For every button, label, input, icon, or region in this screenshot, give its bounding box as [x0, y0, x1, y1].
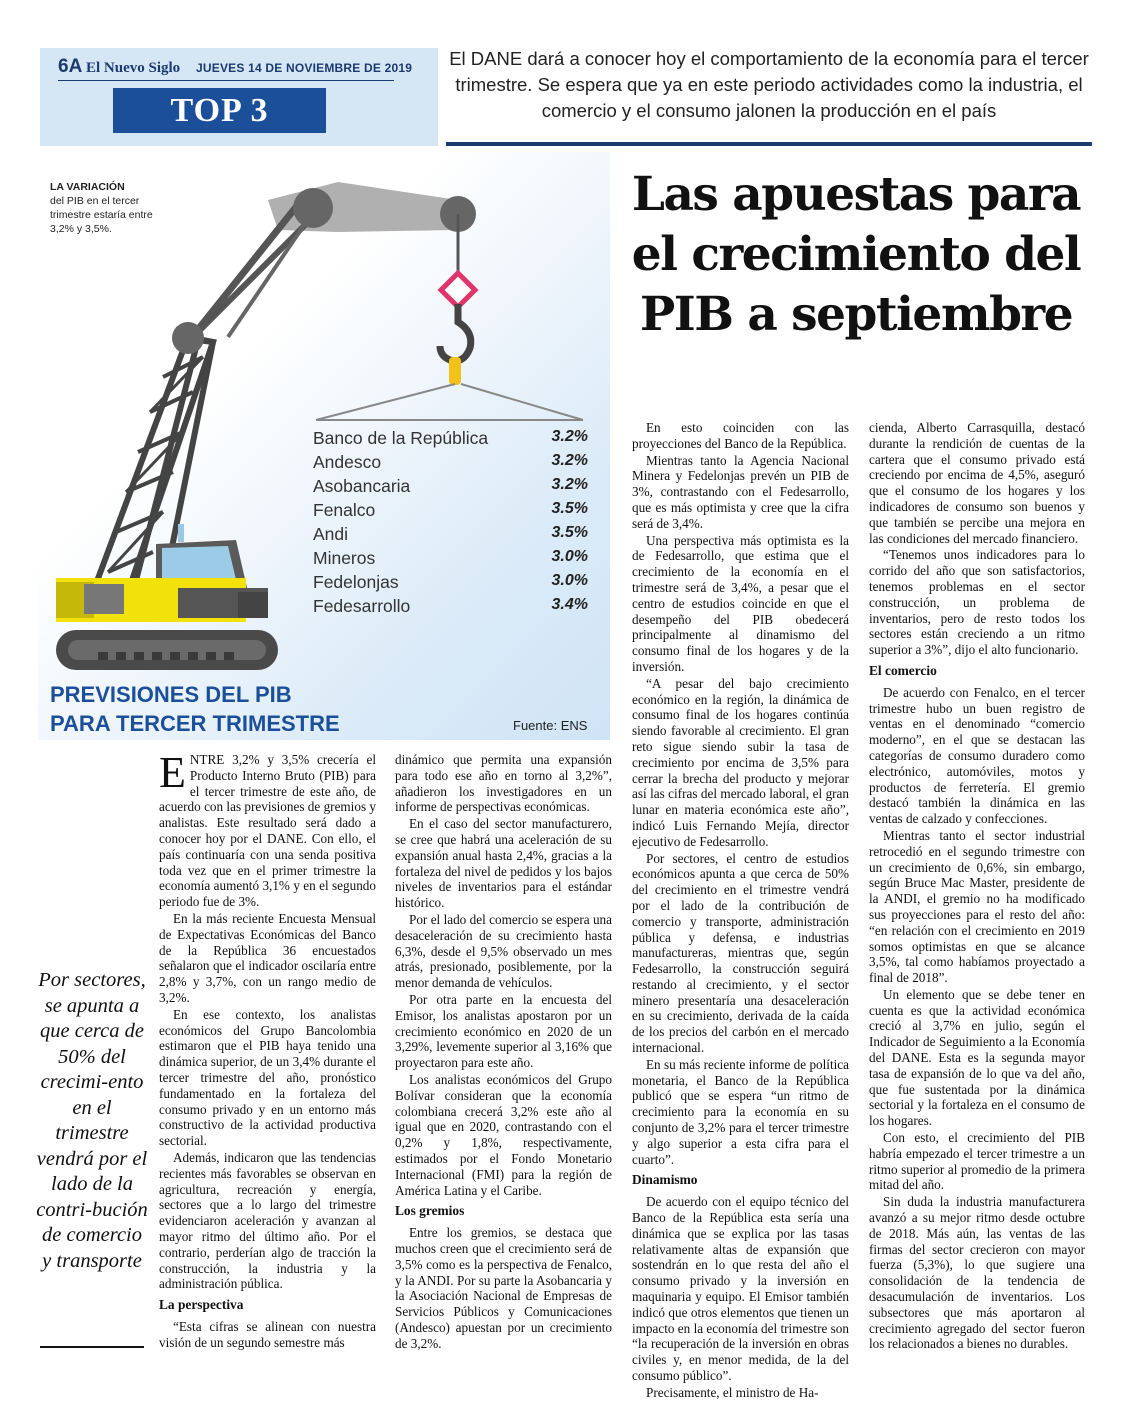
forecast-row — [313, 524, 588, 548]
paragraph — [159, 748, 376, 910]
forecast-value: 3.2% — [551, 476, 588, 493]
paragraph: Sin duda la industria manufacturera avanzó a su mejor ritmo desde octubre de 2018. Más aún, las ventas de las firmas del sector crecieron con mayor fuerza (5,3%), lo que sugiere una consolidación de la tendencia de desacumulación de inventarios. Los subsectores que más aportaron al crecimiento agregado del sector fueron los relacionados a bienes no durables. — [869, 1194, 1085, 1352]
forecast-row — [313, 500, 588, 524]
article-column-4 — [869, 420, 1085, 1353]
forecast-entity: Mineros — [313, 548, 376, 568]
paragraph: En ese contexto, los analistas económicos del Grupo Bancolombia estimaron que el PIB haya tenido una dinámica superior, de un 3,4% durante el tercer trimestre del año, pronóstico fundamentado en la fortaleza del consumo privado y en un entorno más constructivo de la actividad productiva sectorial. — [159, 1006, 376, 1149]
forecast-value: 3.2% — [551, 428, 588, 445]
article-column-1 — [159, 748, 376, 1351]
paragraph: Mientras tanto la Agencia Nacional Minera y Fedelonjas prevén un PIB de 3%, contrastando con el Fedesarrollo, que es más optimista y cree que la cifra será de 3,4%. — [632, 452, 849, 531]
forecast-entity: Andi — [313, 524, 349, 544]
forecast-row — [313, 548, 588, 572]
forecast-entity: Asobancaria — [313, 476, 411, 496]
subheading: La perspectiva — [159, 1297, 244, 1313]
subheading: Dinamismo — [632, 1172, 698, 1188]
paragraph: De acuerdo con Fenalco, en el tercer trimestre hubo un buen registro de ventas en el denominado “comercio moderno”, en el que se destacan las categorías de consumo duradero como electrónico, automóviles, motos y productos de ferretería. El gremio destacó también la dinámica en las ventas de calzado y confecciones. — [869, 684, 1085, 827]
header-rule — [58, 80, 394, 81]
forecast-value: 3.0% — [551, 572, 588, 589]
paragraph: Por otra parte en la encuesta del Emisor, los analistas apostaron por un crecimiento económico en 2020 de un 3,29%, levemente superior al 3,16% que proyectaron para este año. — [395, 991, 612, 1071]
pull-quote-rule — [40, 1346, 144, 1348]
paragraph: dinámico que permita una expansión para todo ese año en torno al 3,2%”, añadieron los investigadores en un informe de perspectivas económicas. — [395, 752, 612, 815]
forecast-entity: Fedelonjas — [313, 572, 399, 592]
paragraph: Una perspectiva más optimista es la de Fedesarrollo, que estima que el crecimiento de la economía en el trimestre será de 3,4%, a pesar que el centro de estudios coincide en que el desempeño del PIB obedecerá principalmente al dinamismo del consumo final de los hogares y de la inversión. — [632, 532, 849, 674]
paragraph: En la más reciente Encuesta Mensual de Expectativas Económicas del Banco de la República 36 encuestados señalaron que el indicador oscilaría entre 2,8% y 3,7%, con un rango medio de 3,2%. — [159, 910, 376, 1005]
subheading: Los gremios — [395, 1203, 465, 1219]
forecast-row — [313, 596, 588, 620]
paragraph: cienda, Alberto Carrasquilla, destacó durante la rendición de cuentas de la cartera que el consumo privado está creciendo por encima de 4,5%, aseguró que el consumo de los hogares y los indicadores de consumo son buenos y que también se percibe una mejora en las condiciones del mercado financiero. — [869, 420, 1085, 546]
newspaper-name: El Nuevo Siglo — [86, 60, 181, 76]
paragraph: “A pesar del bajo crecimiento económico en la región, la dinámica de consumo final de los hogares continúa siendo favorable al crecimiento. El gran reto sigue siendo subir la tasa de crecimiento por encima de 3,5% para cerrar la brecha del producto y mejorar así las cifras del mercado laboral, el gran lunar en materia económica este año”, indicó Luis Fernando Mejía, director ejecutivo de Fedesarrollo. — [632, 675, 849, 849]
pull-quote: Por sectores, se apunta a que cerca de 50% del crecimi-ento en el trimestre vendrá por el lado de la contri-bución de comercio y transporte — [36, 969, 148, 1272]
forecast-entity: Banco de la República — [313, 428, 489, 448]
forecast-row — [313, 572, 588, 596]
paragraph: Un elemento que se debe tener en cuenta es que la actividad económica creció al 3,7% en julio, según el Indicador de Seguimiento a la Economía del DANE. Esta es la segunda mayor tasa de expansión de lo que va del año, que fue sustentada por la dinámica sectorial y la fortaleza en el consumo de los hogares. — [869, 986, 1085, 1129]
section-label: TOP 3 — [113, 88, 326, 133]
paragraph: “Esta cifras se alinean con nuestra visión de un segundo semestre más — [159, 1318, 376, 1350]
variation-label-bold: LA VARIACIÓN — [50, 181, 125, 193]
forecast-entity: Fenalco — [313, 500, 376, 520]
article-column-3 — [632, 420, 849, 1402]
paragraph: Además, indicaron que las tendencias recientes más favorables se observan en agricultura, recreación y energía, sectores que a lo largo del trimestre evidenciaron aceleración y avanzan al mayor ritmo del último año. Por el contrario, perderían algo de tracción la construcción, la industria y la administración pública. — [159, 1149, 376, 1292]
forecast-row — [313, 476, 588, 500]
paragraph: Mientras tanto el sector industrial retrocedió en el segundo trimestre con un crecimiento de 0,6%, sin embargo, según Bruce Mac Master, presidente de la ANDI, el gremio no ha modificado sus proyecciones para el resto del año: “en relación con el crecimiento en 2019 somos optimistas en que se alcance 3,5%, tal como habíamos proyectado a final de 2018”. — [869, 827, 1085, 986]
paragraph: En el caso del sector manufacturero, se cree que habrá una aceleración de su expansión anual hasta 2,4%, gracias a la fortaleza del nivel de pedidos y los bajos niveles de inventarios para el estándar histórico. — [395, 816, 612, 911]
forecast-value: 3.5% — [551, 524, 588, 541]
infographic-title-line2: PARA TERCER TRIMESTRE — [50, 711, 340, 736]
variation-label-text: del PIB en el tercer trimestre estaría entre 3,2% y 3,5%. — [50, 195, 153, 235]
article-deck: El DANE dará a conocer hoy el comportamiento de la economía para el tercer trimestre. Se espera que ya en este periodo actividades como la industria, el comercio y el consumo jalonen la producción en el país — [449, 48, 1089, 121]
variation-label — [50, 180, 170, 236]
drop-cap: E — [159, 748, 186, 797]
paragraph: Con esto, el crecimiento del PIB habría empezado el tercer trimestre a un ritmo superior al promedio de la primera mitad del año. — [869, 1130, 1085, 1193]
subheading: El comercio — [869, 662, 937, 678]
infographic-title — [50, 680, 340, 738]
paragraph: De acuerdo con el equipo técnico del Banco de la República esta sería una dinámica que se explica por las tasas relativamente altas de expansión que sostendrán en lo que resta del año el consumo privado y la inversión en maquinaria y equipo. El Emisor también indicó que otros elementos que tienen un impacto en la economía del trimestre son “la recuperación de la inversión en obras civiles y, en menor medida, de la del consumo público”. — [632, 1194, 849, 1384]
page-number: 6A — [58, 56, 83, 77]
forecast-row — [313, 452, 588, 476]
publication-date: JUEVES 14 DE NOVIEMBRE DE 2019 — [196, 61, 413, 75]
paragraph: Por el lado del comercio se espera una desaceleración de su crecimiento hasta 6,3%, desde el 9,5% observado un mes atrás, presionado, posiblemente, por la menor demanda de vehículos. — [395, 911, 612, 991]
paragraph: En esto coinciden con las proyecciones del Banco de la República. — [632, 420, 849, 451]
forecast-entity: Andesco — [313, 452, 382, 472]
forecast-value: 3.0% — [551, 548, 588, 565]
forecast-entity: Fedesarrollo — [313, 596, 411, 616]
paragraph-text: NTRE 3,2% y 3,5% crecería el Producto Interno Bruto (PIB) para el tercer trimestre de este año, de acuerdo con las previsiones de gremios y analistas. Este resultado será dado a conocer hoy por el DANE. Con ello, el país continuaría con una senda positiva toda vez que en el primer trimestre la economía aumentó 3,1% y en el segundo periodo fue de 3%. — [159, 752, 376, 910]
paragraph: En su más reciente informe de política monetaria, el Banco de la República publicó que se espera “un ritmo de crecimiento para la economía en su conjunto de 3,2% para el tercer trimestre y algo superior a esta cifra para el cuarto”. — [632, 1056, 849, 1167]
paragraph: Precisamente, el ministro de Ha- — [646, 1384, 819, 1400]
crane-joint — [172, 322, 204, 354]
paragraph: “Tenemos unos indicadores para lo corrido del año que son satisfactorios, tenemos problemas en el sector construcción, un problema de inventarios, pero de resto todos los sectores están creciendo a un ritmo superior a 3%”, dijo el alto funcionario. — [869, 547, 1085, 658]
paragraph: Los analistas económicos del Grupo Bolívar consideran que la economía colombiana crecerá 3,2% este año al igual que en 2020, contrastando con el 0,2% y 1,8%, respectivamente, estimados por el Fondo Monetario Internacional (FMI) para la región de América Latina y el Caribe. — [395, 1071, 612, 1198]
deck-rule — [446, 142, 1092, 146]
headline: Las apuestas para el crecimiento del PIB a septiembre — [631, 167, 1081, 342]
forecast-value: 3.2% — [551, 452, 588, 469]
forecast-value: 3.5% — [551, 500, 588, 517]
paragraph: Por sectores, el centro de estudios económicos apunta a que cerca de 50% del crecimiento en el trimestre vendrá por el lado de la contribución de comercio y transporte, administración pública y defensa, e industrias manufactureras, mientras que, según Fedesarrollo, la construcción seguirá restando al crecimiento, y el sector minero presentaría una desaceleración en su crecimiento, derivada de la caída de los precios del carbón en el mercado internacional. — [632, 850, 849, 1056]
hook-diamond — [441, 273, 475, 307]
paragraph: Entre los gremios, se destaca que muchos creen que el crecimiento será de 3,5% como es la perspectiva de Fenalco, y la ANDI. Por su parte la Asobancaria y la Asociación Nacional de Empresas de Servicios Públicos y Comunicaciones (Andesco) apuestan por un crecimiento de 3,2%. — [395, 1225, 612, 1351]
hook-icon — [440, 304, 471, 361]
article-column-2 — [395, 752, 612, 1352]
infographic-source: Fuente: ENS — [513, 718, 588, 733]
infographic-title-line1: PREVISIONES DEL PIB — [50, 682, 292, 707]
forecast-value: 3.4% — [551, 596, 588, 613]
forecast-row — [313, 428, 588, 452]
